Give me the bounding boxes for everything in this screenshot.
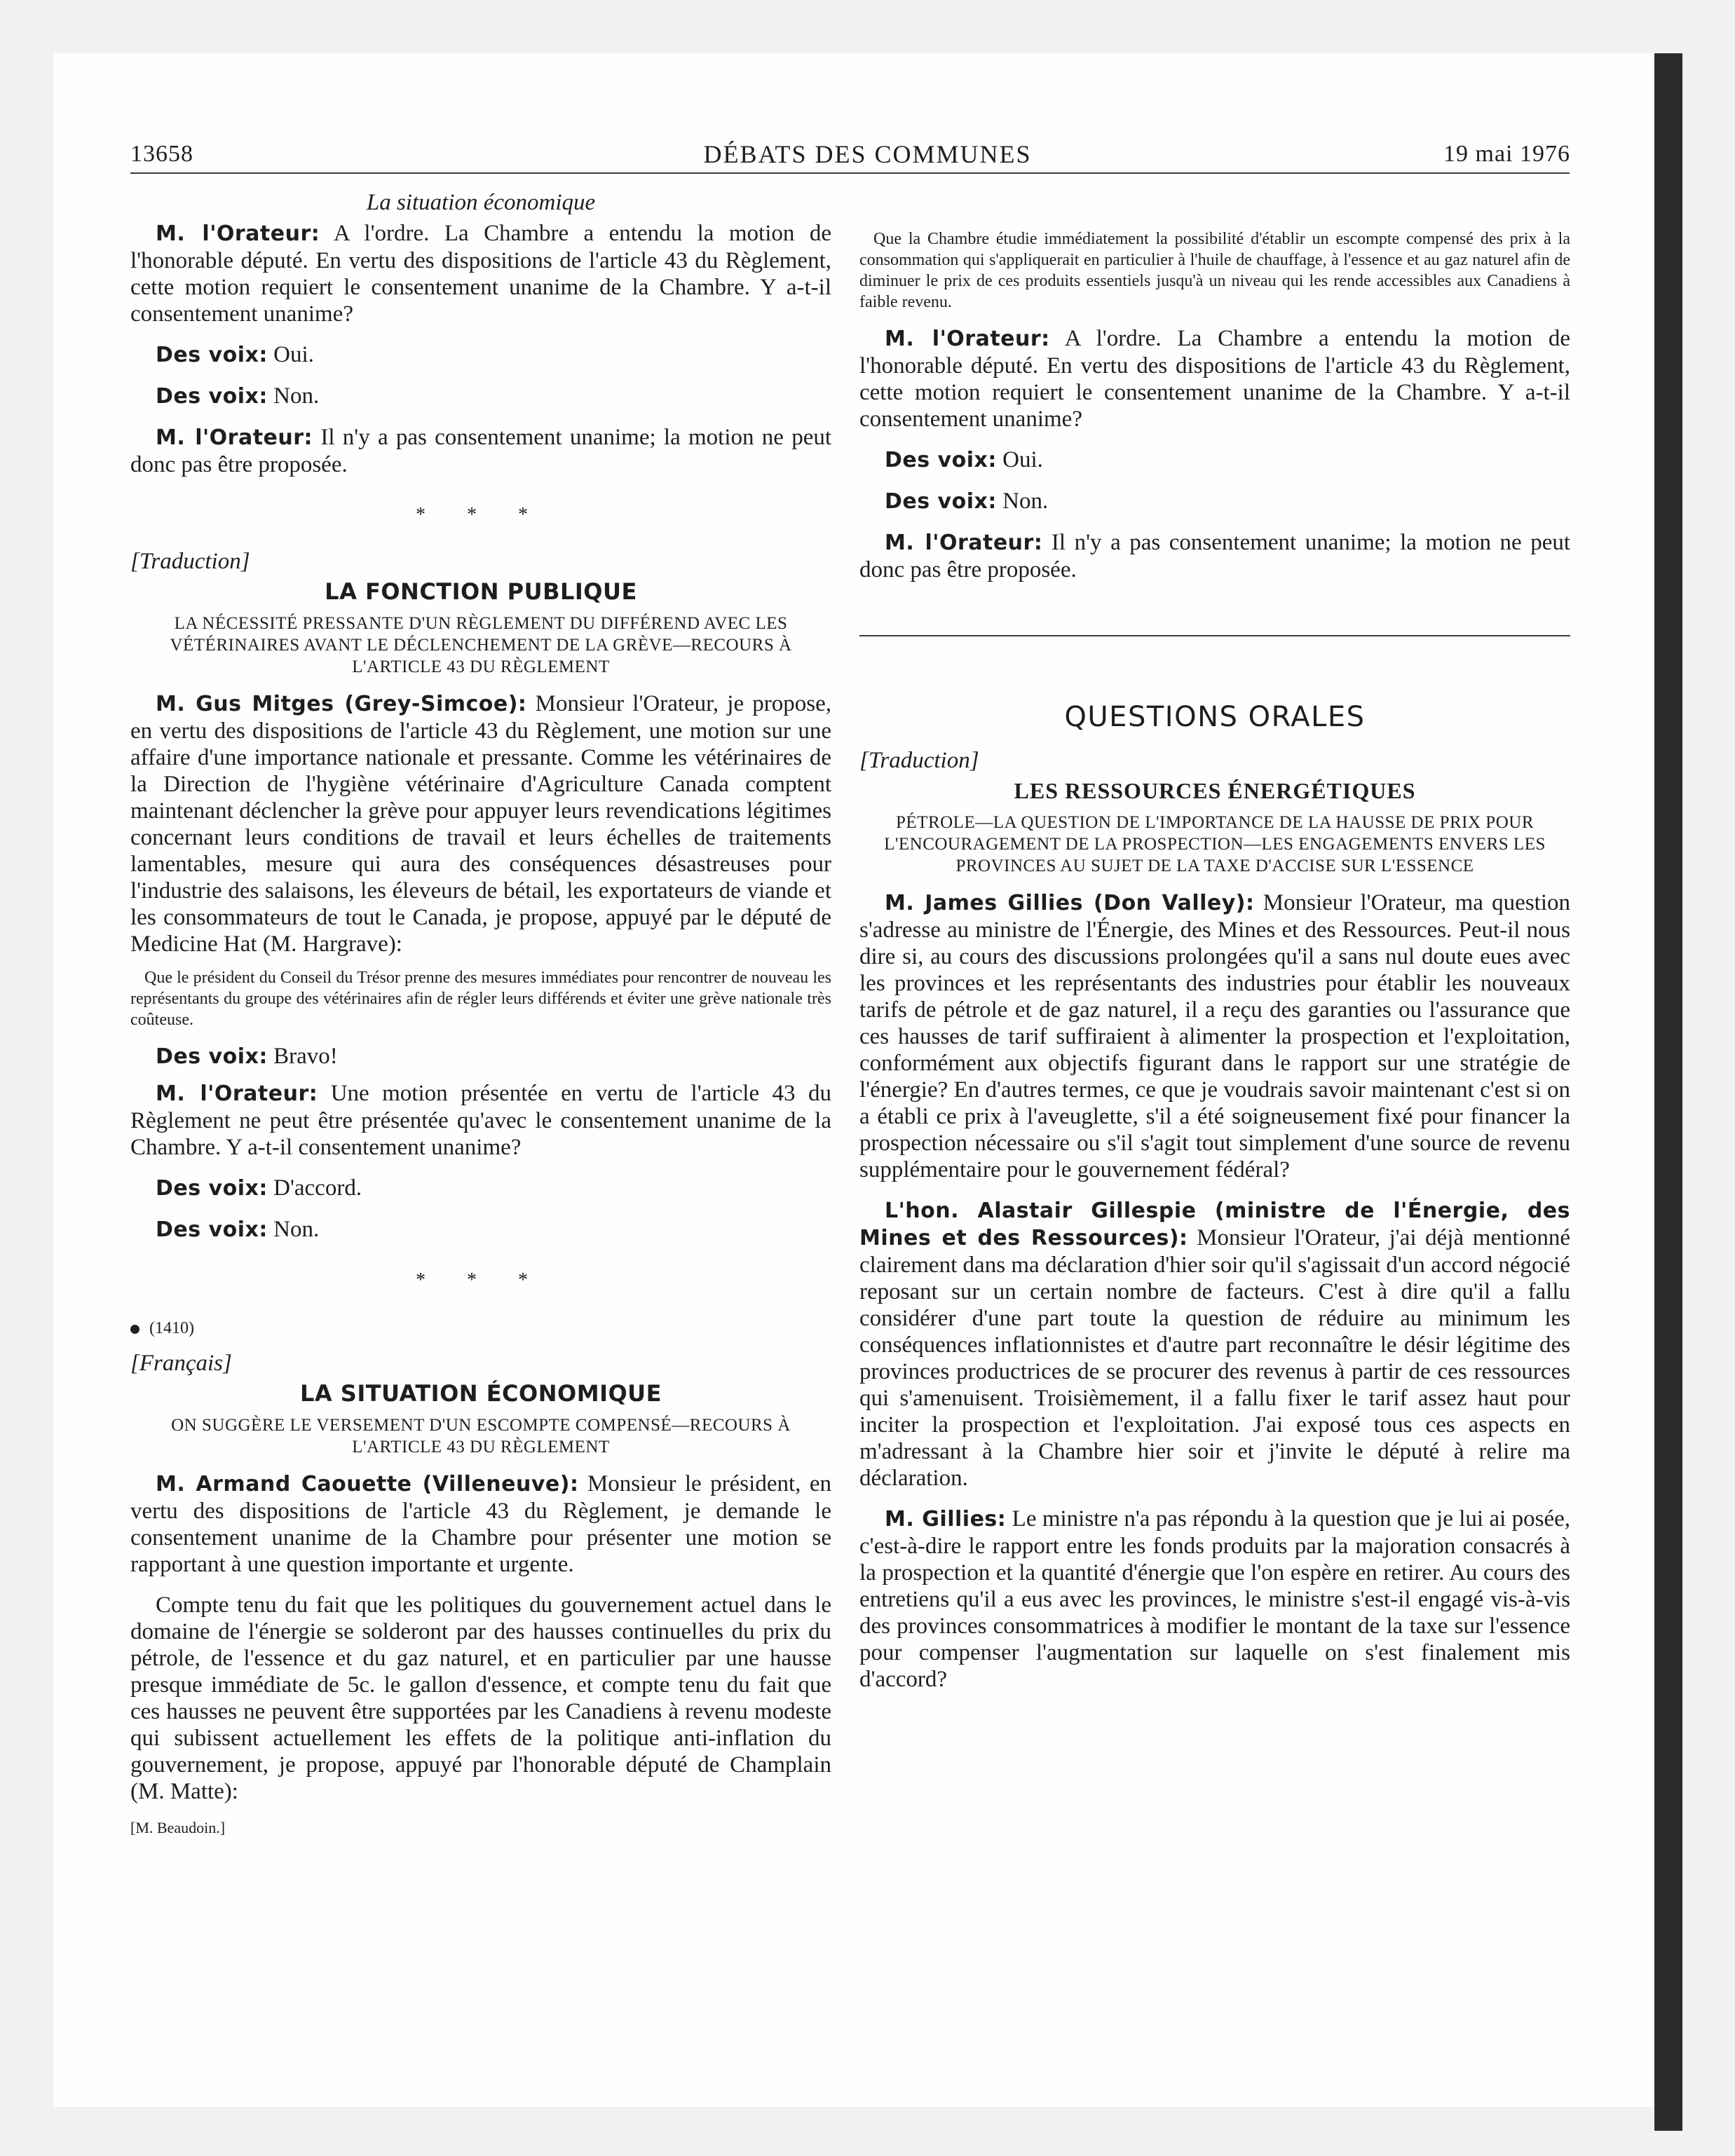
motion-text: Que la Chambre étudie immédiatement la possibilité d'établir un escompte compensé des prix à la consommation qui s'appliquerait en particulier à l'huile de chauffage, à l'essence et au gaz naturel afin de diminuer le prix de ces produits essentiels jusqu'à un niveau qui les rende accessibles aux Canadiens à faible revenu. [859,230,1570,311]
header-rule [130,172,1570,174]
running-rubric: La situation économique [366,190,596,215]
paragraph [859,488,1570,515]
paragraph [859,325,1570,432]
paragraph [130,424,831,478]
speaker: M. Gus Mitges (Grey-Simcoe): [156,692,527,716]
speaker: M. l'Orateur: [156,221,320,246]
bullet-icon [130,1325,140,1334]
timestamp [130,1315,831,1342]
language-note: [Traduction] [859,748,979,773]
paragraph: Compte tenu du fait que les politiques du gouvernement actuel dans le domaine de l'énergie se solderont par des hausses continuelles du prix du pétrole, de l'essence et du gaz naturel, et en particulier par une hausse presque immédiate de 5c. le gallon d'essence, et compte tenu du fait que ces hausses ne peuvent être supportées par les Canadiens à revenu modeste qui subissent actuellement les effets de la politique anti-inflation du gouvernement, je propose, appuyé par l'honorable député de Champlain (M. Matte): [130,1592,831,1804]
right-column [859,189,1570,1703]
paragraph [859,889,1570,1183]
speech-text: Une motion présentée en vertu de l'article 43 du Règlement ne peut être présentée qu'avec le consentement unanime de la Chambre. Y a-t-il consentement unanime? [130,1081,831,1160]
section-heading: LA FONCTION PUBLIQUE [325,578,637,605]
section-heading: QUESTIONS ORALES [1064,701,1366,733]
paragraph [859,1197,1570,1492]
section-heading: LA SITUATION ÉCONOMIQUE [299,1380,662,1407]
speech-text: Non. [1002,489,1049,514]
paragraph [130,1080,831,1161]
section-heading: LES RESSOURCES ÉNERGÉTIQUES [1014,778,1416,803]
speech-text: Monsieur l'Orateur, ma question s'adresse au ministre de l'Énergie, des Mines et des Ressources. Peut-il nous dire si, au cours des discussions prolongées qu'il a sans nul doute eues avec les provinces et les représentants des industries pour établir les nouveaux tarifs de pétrole et de gaz naturel, il a reçu des garanties ou l'assurance que ces hausses de tarif suffiraient à alimenter la prospection et l'exploitation, conformément aux objectifs figurant dans le rapport sur une stratégie de l'énergie? En d'autres termes, ce que je voudrais savoir maintenant c'est si on a établi ce prix à l'aveuglette, s'il a été soigneusement fixé pour financer la prospection nécessaire ou s'il s'agit tout simplement d'une source de revenu supplémentaire pour le gouvernement fédéral? [859,890,1571,1182]
speech-text: Monsieur l'Orateur, je propose, en vertu des dispositions de l'article 43 du Règlement, une motion sur une affaire d'une importance nationale et pressante. Comme les vétérinaires de la Direction de l'hygiène vétérinaire d'Agriculture Canada comptent maintenant déclencher la grève pour appuyer leurs revendications légitimes concernant leurs conditions de travail et leurs échelles de traitements lamentables, mesure qui aura des conséquences désastreuses pour l'industrie des salaisons, les éleveurs de bétail, les exportateurs de viande et les consommateurs de tout le Canada, je propose, appuyé par le député de Medicine Hat (M. Hargrave): [130,691,831,957]
subsection-heading: PÉTROLE—LA QUESTION DE L'IMPORTANCE DE LA HAUSSE DE PRIX POUR L'ENCOURAGEMENT DE LA PROSPECTION—LES ENGAGEMENTS ENVERS LES PROVINCES AU SUJET DE LA TAXE D'ACCISE SUR L'ESSENCE [884,813,1546,875]
speaker: Des voix: [156,343,268,367]
paragraph [859,446,1570,474]
speaker: L'hon. Alastair Gillespie (ministre de l'Énergie, des Mines et des Ressources): [859,1199,1570,1250]
speaker: Des voix: [885,489,997,514]
speaker: Des voix: [885,448,997,472]
speaker: M. Armand Caouette (Villeneuve): [156,1472,579,1496]
publication-title: DÉBATS DES COMMUNES [703,140,1032,168]
speaker: M. James Gillies (Don Valley): [885,891,1255,915]
section-separator: * * * [416,1269,546,1291]
footnote: [M. Beaudoin.] [130,1819,226,1836]
speaker: Des voix: [156,1217,268,1242]
speech-text: Non. [273,383,320,409]
paragraph [130,220,831,327]
motion-text: Que le président du Conseil du Trésor prenne des mesures immédiates pour rencontrer de nouveau les représentants du groupe des vétérinaires afin de régler leurs différends et éviter une grève nationale très coûteuse. [130,969,831,1029]
speaker: Des voix: [156,1176,268,1201]
subsection-heading: ON SUGGÈRE LE VERSEMENT D'UN ESCOMPTE COMPENSÉ—RECOURS À L'ARTICLE 43 DU RÈGLEMENT [171,1416,791,1456]
speech-text: Il n'y a pas consentement unanime; la motion ne peut donc pas être proposée. [130,425,832,477]
speaker: M. l'Orateur: [885,327,1050,351]
paragraph [130,341,831,369]
speech-text: Monsieur le président, en vertu des dispositions de l'article 43 du Règlement, je demande le consentement unanime de la Chambre pour présenter une motion se rapportant à une question importante et urgente. [130,1471,832,1577]
speech-text: D'accord. [273,1175,362,1201]
paragraph [130,690,831,957]
speech-text: A l'ordre. La Chambre a entendu la motion de l'honorable député. En vertu des dispositions de l'article 43 du Règlement, cette motion requiert le consentement unanime de la Chambre. Y a-t-il consentement unanime? [859,326,1570,432]
paragraph [130,1175,831,1202]
speech-text: Non. [273,1217,320,1242]
paragraph [859,1506,1570,1693]
left-column [130,189,831,1841]
speaker: M. l'Orateur: [156,1082,318,1106]
timestamp-text: (1410) [149,1319,194,1337]
speech-text: Oui. [1002,447,1043,472]
speech-text: Bravo! [273,1044,338,1069]
speech-text: Le ministre n'a pas répondu à la question que je lui ai posée, c'est-à-dire le rapport entre les fonds produits par la majoration consacrés à la prospection et la quantité d'énergie que l'on espère en retirer. Au cours des entretiens qu'il a eus avec les provinces, le ministre s'est-il engagé vis-à-vis des provinces consommatrices à modifier le montant de la taxe sur l'essence pour compenser l'augmentation sur laquelle on s'est finalement mis d'accord? [859,1506,1571,1692]
speaker: Des voix: [156,384,268,409]
language-note: [Français] [130,1351,232,1376]
section-separator: * * * [416,504,546,526]
paragraph [859,529,1570,583]
language-note: [Traduction] [130,549,250,574]
section-rule [859,635,1570,636]
paragraph [130,383,831,410]
speech-text: Il n'y a pas consentement unanime; la motion ne peut donc pas être proposée. [859,530,1571,582]
speaker: M. l'Orateur: [885,531,1043,555]
page-date: 19 mai 1976 [1443,141,1570,167]
paragraph [130,1471,831,1578]
speech-text: A l'ordre. La Chambre a entendu la motion de l'honorable député. En vertu des dispositions de l'article 43 du Règlement, cette motion requiert le consentement unanime de la Chambre. Y a-t-il consentement unanime? [130,221,831,327]
speaker: Des voix: [156,1044,268,1069]
page-number: 13658 [130,141,193,167]
paragraph [130,1043,831,1070]
speech-text: Monsieur l'Orateur, j'ai déjà mentionné clairement dans ma déclaration d'hier soir qu'il s'agissait d'un accord négocié reposant sur un certain nombre de facteurs. C'est à dire qu'il a fallu considérer d'une part toute la question de réduire au minimum les conséquences inflationnistes et d'autre part reconnaître le désir légitime des provinces productrices de se procurer des revenus à partir de ces ressources qui s'amenuisent. Troisièmement, il a fallu fixer le tarif assez haut pour inciter la prospection et l'exploitation. J'ai exposé tous ces aspects en m'adressant à la Chambre hier soir et j'invite le député à relire ma déclaration. [859,1225,1571,1491]
speech-text: Oui. [273,342,314,367]
speaker: M. Gillies: [885,1507,1007,1531]
subsection-heading: LA NÉCESSITÉ PRESSANTE D'UN RÈGLEMENT DU DIFFÉREND AVEC LES VÉTÉRINAIRES AVANT LE DÉCLENCHEMENT DE LA GRÈVE—RECOURS À L'ARTICLE 43 DU RÈGLEMENT [170,614,792,676]
paragraph [130,1216,831,1243]
speaker: M. l'Orateur: [156,425,313,450]
scan-edge-bar [1654,53,1682,2131]
